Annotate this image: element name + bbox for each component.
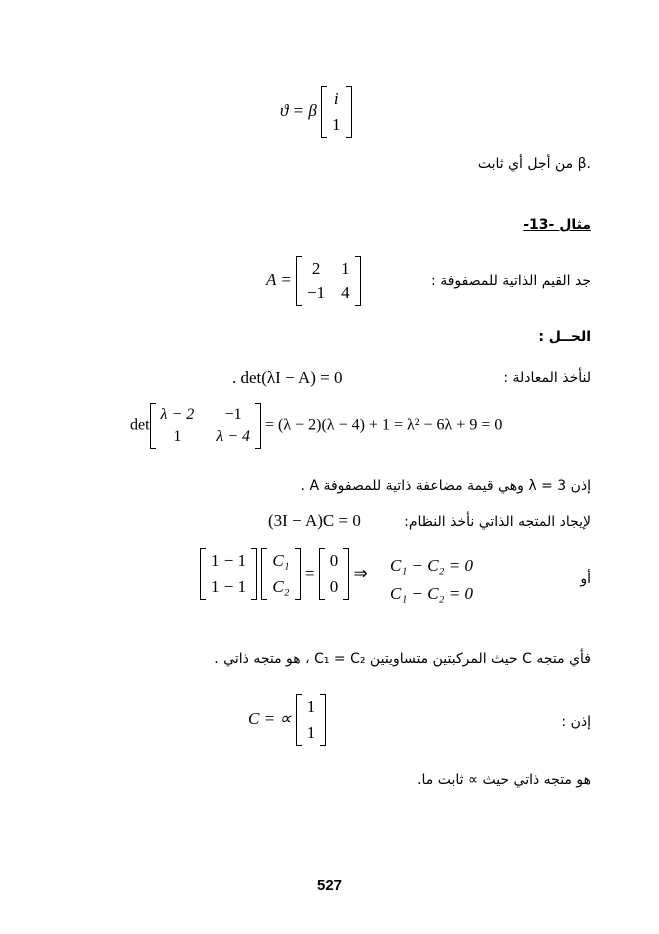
matrix-a-cell: 4 (341, 283, 350, 302)
implies-arrow: ⇒ (353, 564, 368, 583)
system-equation-line: C₁ − C₂ = 0 (390, 584, 473, 603)
find-eigenvalues-text: جد القيم الذاتية للمصفوفة : (431, 273, 591, 289)
det-matrix (150, 403, 261, 449)
then-label: إذن : (561, 714, 591, 730)
det-rhs: = (λ − 2)(λ − 4) + 1 = λ² − 6λ + 9 = 0 (265, 416, 503, 434)
take-equation-text: لنأخذ المعادلة : (503, 370, 591, 386)
system-matrix-row: 1 − 1 (211, 551, 247, 570)
matrix-a-cell: −1 (307, 283, 326, 302)
matrix-a-equation (266, 256, 361, 306)
theta-lhs: ϑ = β (280, 100, 317, 120)
det-matrix-cell: λ − 2 (160, 406, 195, 423)
solution-label: الحــل : (538, 329, 591, 345)
det-matrix-cell: −1 (224, 406, 242, 423)
matrix-a-lhs: A = (266, 269, 292, 289)
eigenvector-condition-line: فأي متجه C حيث المركبتين متساويتين C₁ = C₂ ، هو متجه ذاتي . (214, 651, 591, 667)
system-vector-zero (319, 548, 350, 600)
theta-vector (321, 86, 352, 138)
system-equation-line: C₁ − C₂ = 0 (390, 556, 473, 575)
system-vector-c (261, 548, 300, 600)
c-vector-lhs: C = ∝ (248, 708, 292, 728)
theta-equation (280, 86, 352, 138)
theta-vector-entry-2: 1 (332, 115, 341, 134)
system-matrix (200, 548, 257, 600)
det-prefix: det (130, 416, 150, 434)
beta-constant-line: .β من أجل أي ثابت (477, 156, 591, 172)
det-equation: . det(λI − A) = 0 (232, 368, 343, 387)
system-equation: (3I − A)C = 0 (268, 511, 361, 530)
det-matrix-cell: 1 (173, 428, 182, 445)
system-matrix-row: 1 − 1 (211, 577, 247, 596)
vector-zero-entry: 0 (329, 551, 339, 570)
vector-c-entry: C₂ (272, 577, 290, 596)
vector-zero-entry: 0 (329, 577, 339, 596)
final-line: هو متجه ذاتي حيث ∝ ثابت ما. (417, 772, 591, 788)
c-vector-entry: 1 (306, 697, 316, 716)
system-equations (390, 552, 473, 608)
c-vector-equation (248, 694, 326, 746)
c-vector-entry: 1 (306, 723, 316, 742)
matrix-a (296, 256, 361, 306)
example-title: مثال -13- (523, 217, 591, 233)
page-number: 527 (316, 877, 343, 894)
matrix-a-cell: 2 (311, 259, 321, 278)
vector-c-entry: C₁ (272, 551, 290, 570)
linear-system: 1 − 1 1 − 1 C₁ C₂ = 0 0 ⇒ (200, 548, 368, 600)
det-expansion (130, 403, 502, 449)
or-label: أو (580, 571, 591, 587)
find-vector-text: لإيجاد المتجه الذاتي نأخذ النظام: (404, 514, 591, 530)
matrix-a-cell: 1 (341, 259, 350, 278)
theta-vector-entry-1: i (333, 89, 339, 108)
c-vector (296, 694, 327, 746)
det-matrix-cell: λ − 4 (216, 428, 251, 445)
therefore-eigenvalue-line: إذن λ = 3 وهي قيمة مضاعفة ذاتية للمصفوفة A . (300, 478, 591, 494)
